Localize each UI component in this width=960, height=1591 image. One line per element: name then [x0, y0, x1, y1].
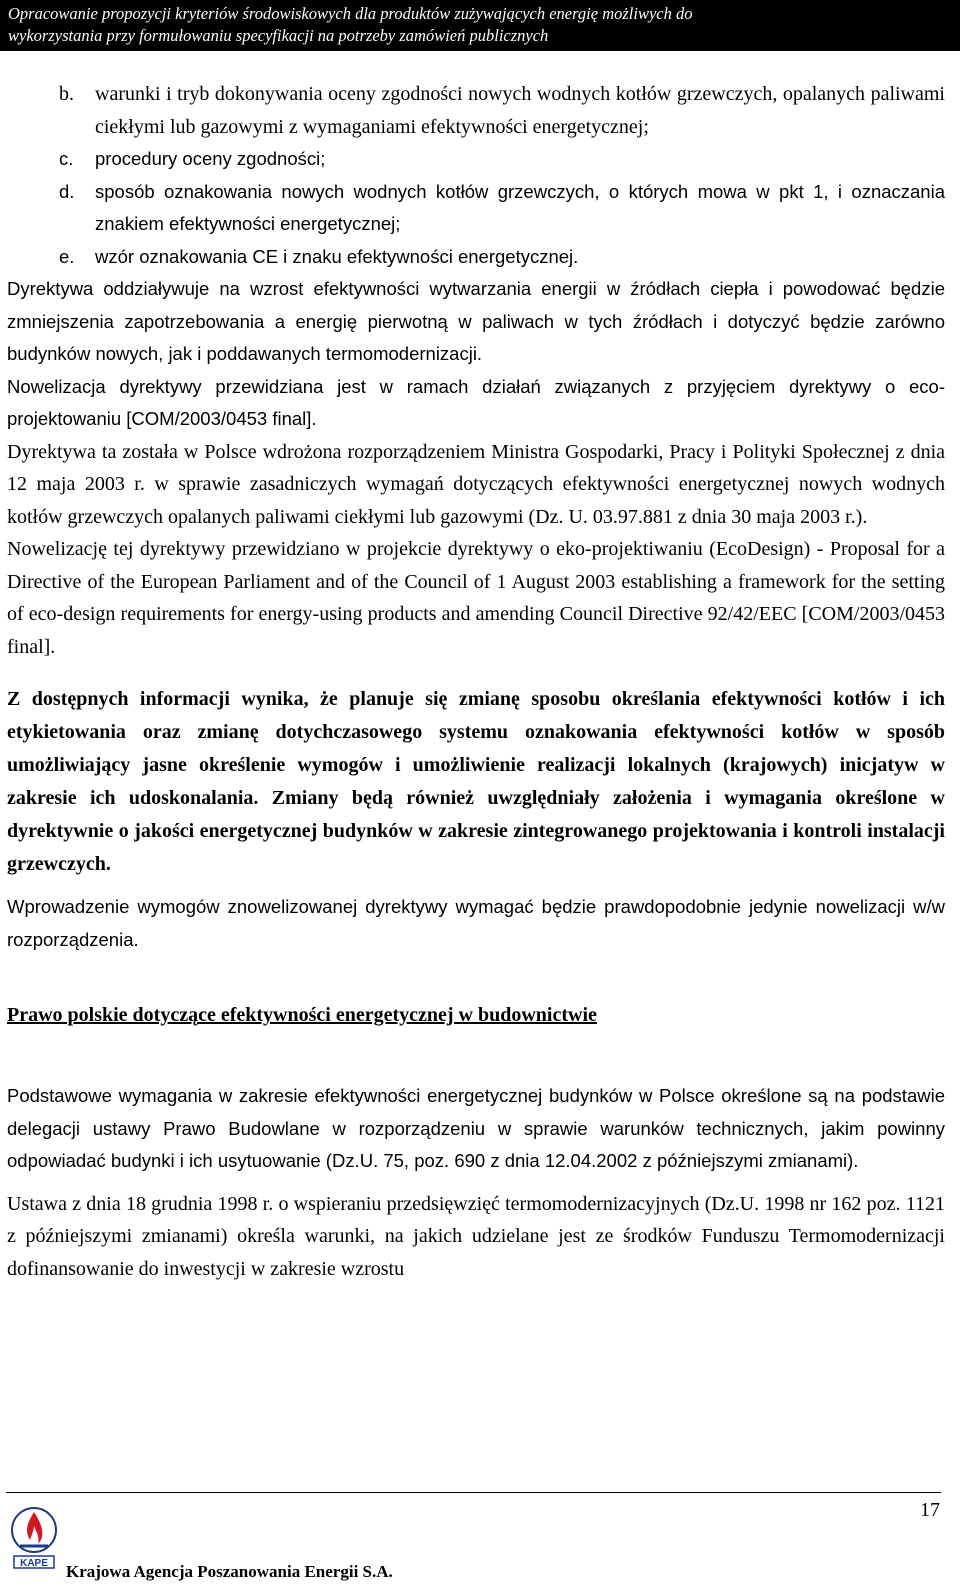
header-title-line-1: Opracowanie propozycji kryteriów środowiskowych dla produktów zużywających energię możliwych do: [8, 4, 693, 23]
paragraph-directive-amendment: Nowelizacja dyrektywy przewidziana jest w ramach działań związanych z przyjęciem dyrektywy o eco-projektowaniu [COM/2003/0453 final].: [7, 375, 945, 429]
list-item: [7, 143, 945, 176]
list-item-label: b.: [59, 83, 74, 105]
list-item-text: procedury oceny zgodności;: [95, 148, 326, 169]
list-item: [7, 176, 945, 241]
footer-divider: [6, 1492, 941, 1493]
list-item-text: warunki i tryb dokonywania oceny zgodności nowych wodnych kotłów grzewczych, opalanych paliwami ciekłymi lub gazowymi z wymaganiami efektywności energetycznej;: [95, 83, 945, 138]
paragraph-basic-requirements: Podstawowe wymagania w zakresie efektywności energetycznej budynków w Polsce określone są na podstawie delegacji ustawy Prawo Budowlane w rozporządzeniu w sprawie warunków technicznych, jakim powinny odpowiadać budynki i ich usytuowanie (Dz.U. 75, poz. 690 z dnia 12.04.2002 z późniejszymi zmianami).: [7, 1085, 945, 1171]
document-body: [7, 78, 945, 1285]
list-item-label: d.: [59, 180, 75, 202]
list-item-label: c.: [59, 148, 74, 169]
paragraph-regulation-update: Wprowadzenie wymogów znowelizowanej dyrektywy wymagać będzie prawdopodobnie jedynie nowelizacji w/w rozporządzenia.: [7, 896, 945, 950]
list-item-text: sposób oznakowania nowych wodnych kotłów grzewczych, o których mowa w pkt 1, i oznaczania znakiem efektywności energetycznej;: [95, 180, 945, 234]
requirements-list: [7, 78, 945, 273]
section-heading: Prawo polskie dotyczące efektywności energetycznej w budownictwie: [7, 1004, 597, 1026]
list-item-label: e.: [59, 245, 75, 267]
list-item: [7, 241, 945, 274]
paragraph-thermomodernization-act: Ustawa z dnia 18 grudnia 1998 r. o wspieraniu przedsięwzięć termomodernizacyjnych (Dz.U. 1998 nr 162 poz. 1121 z późniejszymi zmianami) określa warunki, na jakich udzielane jest ze środków Funduszu Termomodernizacji dofinansowanie do inwestycji w zakresie wzrostu: [7, 1192, 945, 1280]
footer-organization: Krajowa Agencja Poszanowania Energii S.A.: [66, 1562, 393, 1581]
kape-logo-icon: [8, 1500, 60, 1586]
document-header: [0, 0, 960, 51]
list-item: [7, 78, 945, 143]
header-title-line-2: wykorzystania przy formułowaniu specyfikacji na potrzeby zamówień publicznych: [8, 26, 549, 45]
logo-text: KAPE: [20, 1558, 48, 1569]
list-item-text: wzór oznakowania CE i znaku efektywności energetycznej.: [95, 245, 579, 267]
paragraph-directive-impact: Dyrektywa oddziaływuje na wzrost efektywności wytwarzania energii w źródłach ciepła i powodować będzie zmniejszenia zapotrzebowania a energię pierwotną w paliwach w tych źródłach i dotyczyć będzie zarówno budynków nowych, jak i poddawanych termomodernizacji.: [7, 278, 945, 364]
paragraph-ecodesign-proposal: Nowelizację tej dyrektywy przewidziano w projekcie dyrektywy o eko-projektiwaniu (EcoDesign) - Proposal for a Directive of the European Parliament and of the Council of 1 August 2003 establishing a framework for the setting of eco-design requirements for energy-using products and amending Council Directive 92/42/EEC [COM/2003/0453 final].: [7, 538, 945, 658]
page-number: 17: [920, 1499, 940, 1521]
paragraph-planned-changes: Z dostępnych informacji wynika, że planuje się zmianę sposobu określania efektywności kotłów i ich etykietowania oraz zmianę dotychczasowego systemu oznakowania efektywności kotłów w sposób umożliwiający jasne określenie wymogów i umożliwienie realizacji lokalnych (krajowych) inicjatyw w zakresie ich udoskonalania. Zmiany będą również uwzględniały założenia i wymagania określone w dyrektywnie o jakości energetycznej budynków w zakresie zintegrowanego projektowania i kontroli instalacji grzewczych.: [7, 688, 945, 875]
paragraph-polish-implementation: Dyrektywa ta została w Polsce wdrożona rozporządzeniem Ministra Gospodarki, Pracy i Polityki Społecznej z dnia 12 maja 2003 r. w sprawie zasadniczych wymagań dotyczących efektywności energetycznej nowych wodnych kotłów grzewczych opalanych paliwami ciekłymi lub gazowymi (Dz. U. 03.97.881 z dnia 30 maja 2003 r.).: [7, 440, 945, 528]
